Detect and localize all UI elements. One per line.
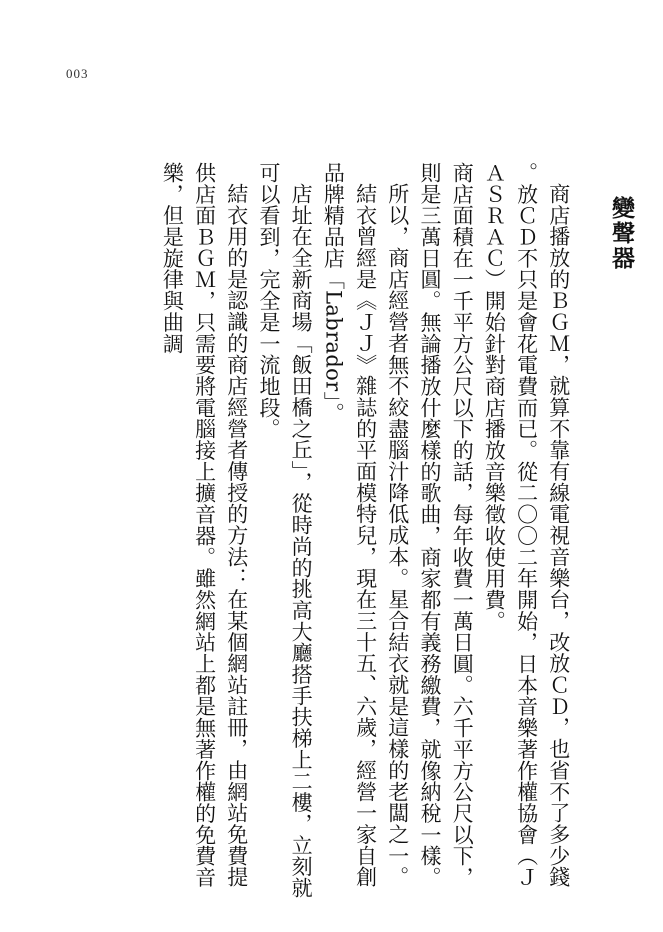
paragraph-6: 結衣用的是認識的商店經營者傳授的方法：在某個網站註冊，由網站免費提供店面ＢＧＭ，只需要將電腦接上擴音器。雖然網站上都是無著作權的免費音樂，但是旋律與曲調 [160,162,249,888]
paragraph-4-part-2: 」。 [321,391,346,424]
chapter-title: 變聲器 [608,196,635,271]
paragraph-5: 店址在全新商場「飯田橋之丘」，從時尚的挑高大廳搭手扶梯上二樓，立刻就可以看到，完全是一流地段。 [256,162,314,899]
paragraph-4-part-1: 結衣曾經是《ＪＪ》雜誌的平面模特兒，現在三十五、六歲，經營一家自創品牌精品店「 [321,162,378,888]
page-number: 003 [66,66,89,81]
vertical-text-body [156,162,637,902]
paragraph-4 [317,162,381,902]
paragraph-3: 所以，商店經營者無不絞盡腦汁降低成本。星合結衣就是這樣的老闆之一。 [385,183,410,888]
shop-name: Labrador [321,290,346,392]
paragraph-1: 商店播放的ＢＧＭ，就算不靠有線電視音樂台，改放ＣＤ，也省不了多少錢。放ＣＤ不只是會花電費而已。從二〇〇二年開始，日本音樂著作權協會（ＪＡＳＲＡＣ）開始針對商店播放音樂徵收使用費。 [482,162,571,888]
paragraph-2: 商店面積在一千平方公尺以下的話，每年收費一萬日圓。六千平方公尺以下，則是三萬日圓。無論播放什麼樣的歌曲，商家都有義務繳費，就像納稅一樣。 [417,162,475,888]
